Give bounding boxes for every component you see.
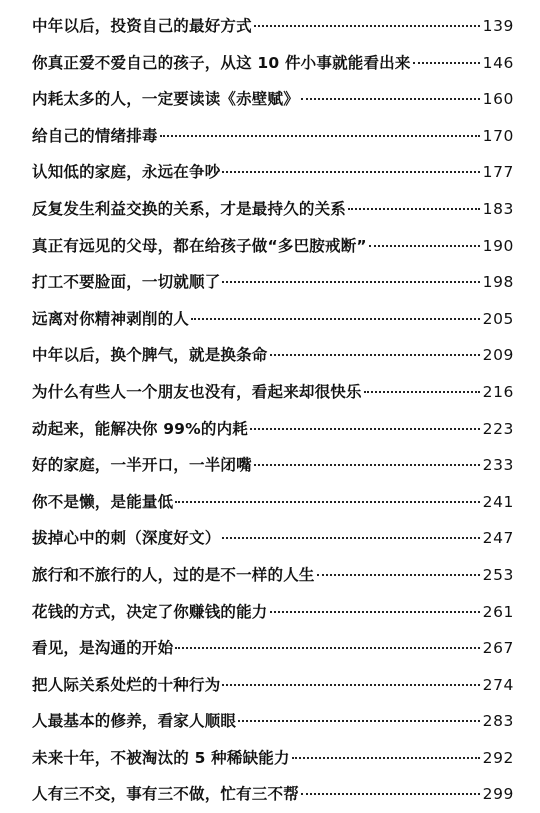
toc-entry-title: 中年以后，换个脾气，就是换条命 <box>32 346 268 365</box>
toc-entry-page: 267 <box>482 639 514 658</box>
toc-entry-page: 241 <box>482 492 514 511</box>
toc-dot-leader <box>348 208 480 210</box>
toc-entry-title: 远离对你精神剥削的人 <box>32 309 190 328</box>
toc-entry[interactable] <box>32 557 514 594</box>
toc-entry[interactable] <box>32 154 514 191</box>
toc-dot-leader <box>369 245 480 247</box>
toc-entry[interactable] <box>32 118 514 155</box>
toc-entry-title: 动起来，能解决你 99%的内耗 <box>32 419 248 438</box>
toc-entry-title: 人有三不交，事有三不做，忙有三不帮 <box>32 785 299 804</box>
toc-dot-leader <box>292 757 480 759</box>
toc-entry-title: 看见，是沟通的开始 <box>32 639 174 658</box>
toc-entry[interactable] <box>32 740 514 777</box>
toc-entry-page: 247 <box>482 529 514 548</box>
toc-entry[interactable] <box>32 8 514 45</box>
toc-entry[interactable] <box>32 301 514 338</box>
toc-dot-leader <box>254 464 480 466</box>
toc-entry-title: 你真正爱不爱自己的孩子，从这 10 件小事就能看出来 <box>32 53 411 72</box>
toc-entry[interactable] <box>32 374 514 411</box>
toc-dot-leader <box>175 647 479 649</box>
toc-entry[interactable] <box>32 411 514 448</box>
toc-entry-page: 283 <box>482 712 514 731</box>
toc-entry[interactable] <box>32 703 514 740</box>
toc-entry-title: 你不是懒，是能量低 <box>32 492 174 511</box>
toc-entry-title: 人最基本的修养，看家人顺眼 <box>32 712 237 731</box>
toc-entry[interactable] <box>32 776 514 813</box>
toc-entry[interactable] <box>32 337 514 374</box>
toc-entry[interactable] <box>32 447 514 484</box>
toc-entry-page: 177 <box>482 163 514 182</box>
toc-entry-page: 190 <box>482 236 514 255</box>
toc-entry-page: 160 <box>482 90 514 109</box>
toc-entry[interactable] <box>32 228 514 265</box>
toc-dot-leader <box>222 171 479 173</box>
toc-entry[interactable] <box>32 191 514 228</box>
toc-entry-title: 拔掉心中的刺（深度好文） <box>32 529 221 548</box>
toc-entry-page: 183 <box>482 199 514 218</box>
toc-entry-page: 223 <box>482 419 514 438</box>
toc-entry-title: 反复发生利益交换的关系，才是最持久的关系 <box>32 199 347 218</box>
toc-dot-leader <box>270 354 480 356</box>
toc-entry-page: 170 <box>482 126 514 145</box>
toc-entry[interactable] <box>32 264 514 301</box>
toc-entry-title: 好的家庭，一半开口，一半闭嘴 <box>32 456 252 475</box>
toc-entry-page: 205 <box>482 309 514 328</box>
toc-entry-title: 花钱的方式，决定了你赚钱的能力 <box>32 602 268 621</box>
toc-dot-leader <box>222 684 479 686</box>
toc-entry[interactable] <box>32 520 514 557</box>
toc-entry-page: 233 <box>482 456 514 475</box>
toc-entry-page: 261 <box>482 602 514 621</box>
toc-entry-page: 299 <box>482 785 514 804</box>
toc-dot-leader <box>301 793 480 795</box>
toc-entry[interactable] <box>32 45 514 82</box>
toc-entry-page: 216 <box>482 382 514 401</box>
toc-entry-title: 为什么有些人一个朋友也没有，看起来却很快乐 <box>32 382 362 401</box>
toc-dot-leader <box>250 428 480 430</box>
toc-entry-page: 139 <box>482 17 514 35</box>
toc-entry[interactable] <box>32 594 514 631</box>
toc-dot-leader <box>191 318 480 320</box>
toc-entry-page: 253 <box>482 565 514 584</box>
toc-dot-leader <box>222 537 479 539</box>
toc-entry-page: 292 <box>482 748 514 767</box>
toc-entry-title: 给自己的情绪排毒 <box>32 126 158 145</box>
table-of-contents <box>32 8 514 813</box>
toc-entry-title: 旅行和不旅行的人，过的是不一样的人生 <box>32 565 315 584</box>
toc-dot-leader <box>317 574 480 576</box>
toc-entry-title: 未来十年，不被淘汰的 5 种稀缺能力 <box>32 748 290 767</box>
toc-entry-title: 真正有远见的父母，都在给孩子做“多巴胺戒断” <box>32 236 367 255</box>
toc-entry-title: 中年以后，投资自己的最好方式 <box>32 17 252 35</box>
toc-dot-leader <box>222 281 479 283</box>
toc-entry[interactable] <box>32 667 514 704</box>
toc-entry[interactable] <box>32 484 514 521</box>
toc-dot-leader <box>238 720 480 722</box>
toc-dot-leader <box>364 391 480 393</box>
toc-entry-title: 把人际关系处烂的十种行为 <box>32 675 221 694</box>
toc-dot-leader <box>160 135 480 137</box>
toc-entry[interactable] <box>32 630 514 667</box>
toc-entry-page: 198 <box>482 273 514 292</box>
toc-dot-leader <box>413 62 480 64</box>
toc-entry-title: 打工不要脸面，一切就顺了 <box>32 273 221 292</box>
toc-entry-page: 274 <box>482 675 514 694</box>
toc-entry-page: 146 <box>482 53 514 72</box>
toc-entry-page: 209 <box>482 346 514 365</box>
toc-dot-leader <box>254 25 480 27</box>
toc-entry[interactable] <box>32 81 514 118</box>
toc-entry-title: 内耗太多的人，一定要读读《赤壁赋》 <box>32 90 299 109</box>
toc-dot-leader <box>175 501 479 503</box>
toc-entry-title: 认知低的家庭，永远在争吵 <box>32 163 221 182</box>
toc-dot-leader <box>301 98 480 100</box>
toc-dot-leader <box>270 611 480 613</box>
